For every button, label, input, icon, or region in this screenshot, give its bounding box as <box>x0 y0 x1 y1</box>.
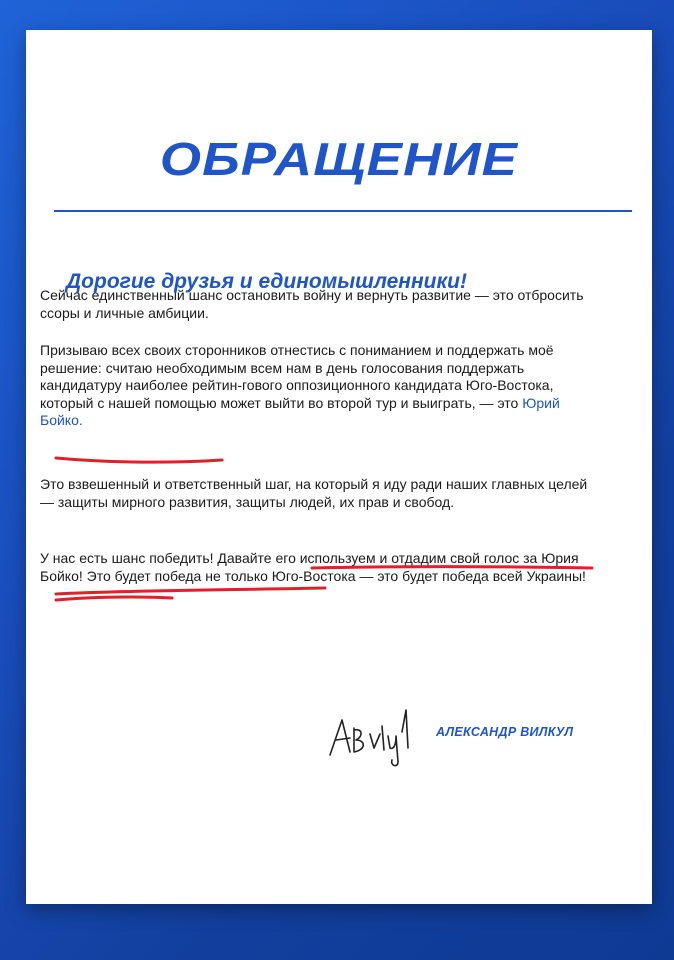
paragraph-3: Это взвешенный и ответственный шаг, на который я иду ради наших главных целей — защиты мирного развития, защиты людей, их прав и свобод. <box>40 476 588 510</box>
letter-sheet <box>26 30 652 904</box>
paragraph-2 <box>40 342 600 430</box>
document-title: ОБРАЩЕНИЕ <box>159 133 519 185</box>
title-divider <box>54 210 632 212</box>
candidate-name-highlight: Юрий Бойко. <box>40 394 560 428</box>
paragraph-4: У нас есть шанс победить! Давайте его используем и отдадим свой голос за Юрия Бойко! Это будет победа не только Юго-Востока — это будет победа всей Украины! <box>40 550 586 584</box>
handwritten-signature <box>310 700 450 770</box>
paragraph-2-text: Призываю всех своих сторонников отнестись с пониманием и поддержать моё решение: считаю необходимым всем нам в день голосования поддержать кандидатуру наиболее рейтин-гового оппозиционного кандидата Юго-Востока, который с нашей помощью может выйти во второй тур и выиграть, — <box>40 342 554 411</box>
signature-name: АЛЕКСАНДР ВИЛКУЛ <box>436 725 574 739</box>
greeting: Дорогие друзья и единомышленники! <box>66 270 467 293</box>
paragraph-2-prefix: это <box>497 394 523 411</box>
paragraph-1: Сейчас единственный шанс остановить войну и вернуть развитие — это отбросить ссоры и личные амбиции. <box>40 287 584 321</box>
